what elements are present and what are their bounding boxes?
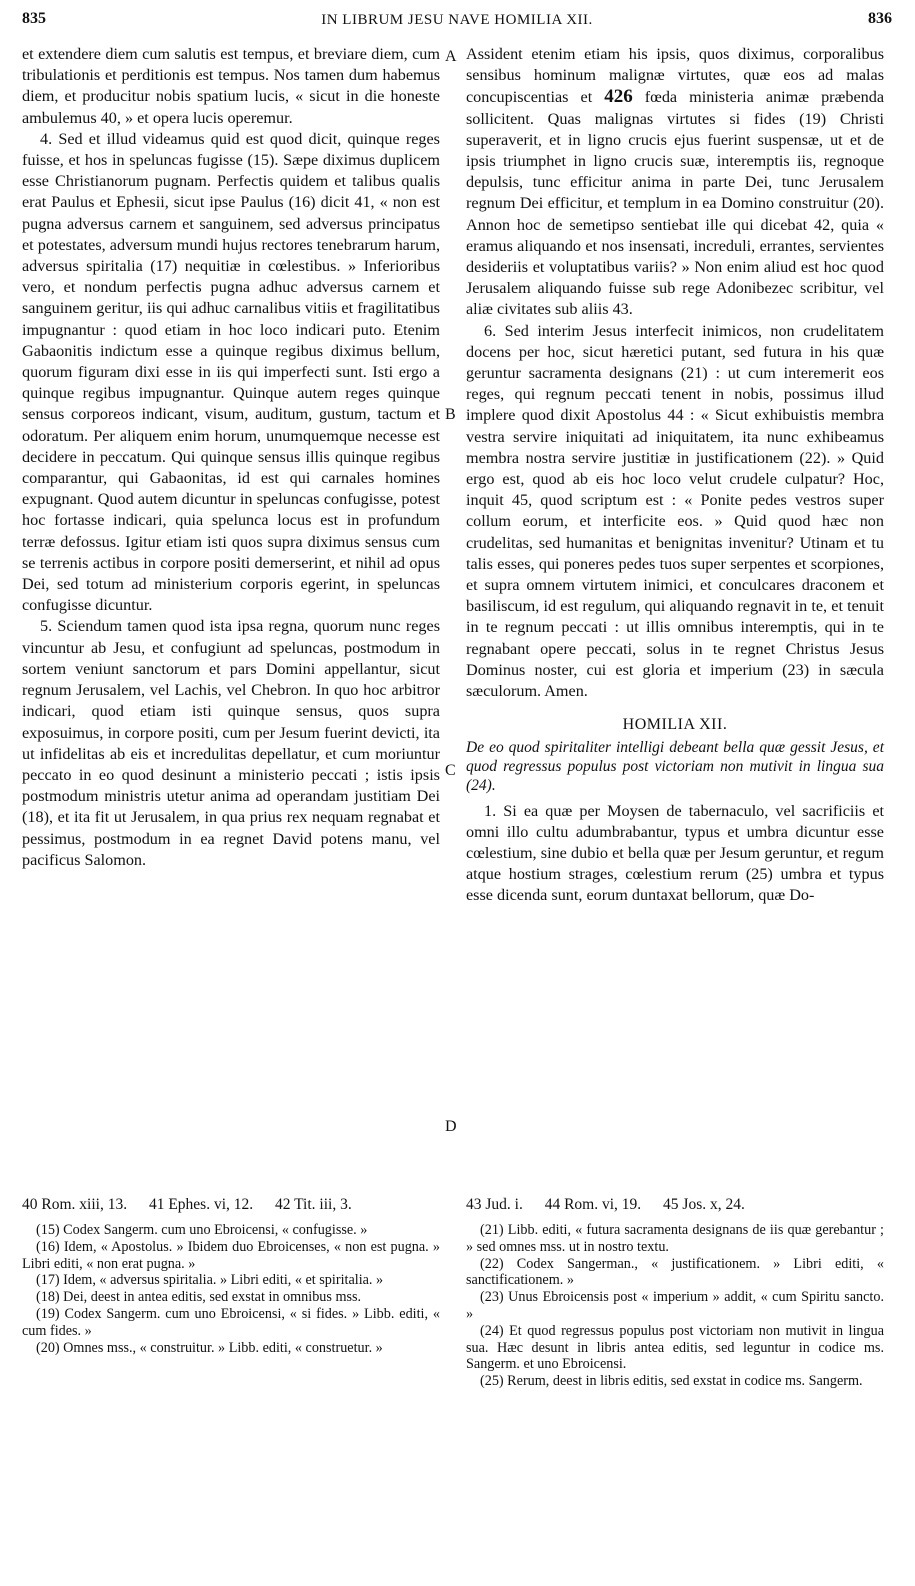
footnote: (21) Libb. editi, « futura sacramenta designans de iis quæ gerebantur ; » sed omnes mss. ut in nostro textu.	[466, 1222, 884, 1255]
footnote: (18) Dei, deest in antea editis, sed exstat in omnibus mss.	[36, 1289, 362, 1306]
footnote: (25) Rerum, deest in libris editis, sed exstat in codice ms. Sangerm.	[480, 1373, 863, 1390]
scripture-ref: 40 Rom. xiii, 13.	[22, 1196, 128, 1213]
homily-title: HOMILIA XII.	[622, 716, 728, 734]
margin-letter-c: C	[445, 762, 456, 779]
paragraph: 6. Sed interim Jesus interfecit inimicos, non crudelitatem docens per hoc, sicut hæretici putant, sed futura in his quæ geruntur sacramenta designans (21) : ut cum interemerit eos reges, qui regnum peccati tenent in nobis, possimus illud implere quod dixit Apostolus 44 : « Sicut exhibuistis membra vestra servire iniquitati ad iniquitatem, ita nunc exhibeamus membra nostra servire justitiæ in justificationem (22). » Quid ergo est, quod ab eis hoc loco velut crudele culpatur? Hoc, inquit 45, quod scriptum est : « Ponite pedes vestros super collum eorum, et interficite eos. » Quid quod hæc non crudelitas, sed humanitas et benignitas invenitur? Utinam et tu talis esses, qui poneres pedes tuos super serpentes et scorpiones, et supra omnem virtutem inimici, et conculcares draconem et basiliscum, id est regulum, qui aliquando regnavit in te, et tenuit in te regnum peccati : ut illis omnibus interemptis, qui in te regnabant opere peccati, solus in te regnet Christus Jesus Dominus noster, cui est gloria et imperium (23) in sæcula sæculorum. Amen.	[466, 321, 884, 701]
homily-subtitle: De eo quod spiritaliter intelligi debeant bella quæ gessit Jesus, et quod regressus populus post victoriam non mutivit in lingua sua (24).	[466, 738, 884, 794]
footnote: (24) Et quod regressus populus post victoriam non mutivit in lingua sua. Hæc desunt in libris antea editis, sed leguntur in codice ms. Sangerm. et uno Ebroicensi.	[466, 1322, 884, 1373]
footnote: (23) Unus Ebroicensis post « imperium » addit, « cum Spiritu sancto. »	[466, 1289, 884, 1322]
footnote: (16) Idem, « Apostolus. » Ibidem duo Ebroicenses, « non est pugna. » Libri editi, « non erat pugna. »	[22, 1238, 440, 1272]
text-segment: Assident etenim etiam his ipsis, quos diximus, corporalibus sensibus hominum malignæ virtutes, quæ eos ad malas concupiscentias et	[466, 45, 884, 107]
scripture-refs-left	[22, 1196, 440, 1214]
footnote: (20) Omnes mss., « construitur. » Libb. editi, « construetur. »	[36, 1339, 383, 1356]
page-number-right: 836	[868, 10, 892, 27]
paragraph: et extendere diem cum salutis est tempus, et breviare diem, cum tribulationis et perditionis est tempus. Nos tamen dum habemus diem, et producitur nobis spatium lucis, « sicut in die honeste ambulemus 40, » et opera lucis operemur.	[22, 45, 440, 127]
scripture-ref: 42 Tit. iii, 3.	[275, 1196, 352, 1213]
footnote: (17) Idem, « adversus spiritalia. » Libri editi, « et spiritalia. »	[36, 1272, 384, 1289]
text-segment: fœda ministeria animæ præbenda sollicitent. Quas malignas virtutes si fides (19) Christi superaverit, et in ligno crucis ejus fuerint suspensæ, ut et de ipsis triumphet in ligno crucis suæ, interemptis iis, regnoque depulsis, tunc efficitur anima in parte Dei, tunc Jerusalem regnum Dei efficitur, et templum in ea Domino construitur (20). Annon hoc de semetipso sentiebat ille qui dicebat 42, quia « eramus aliquando et nos insensati, increduli, errantes, servientes desideriis et voluptatibus variis? » Non enim aliud est hoc quod Jerusalem aliquando fuisse sub rege Adonibezec scribitur, vel aliæ civitates sub aliis 43.	[466, 88, 885, 319]
paragraph: 5. Sciendum tamen quod ista ipsa regna, quorum nunc reges vincuntur ab Jesu, et confugiunt ad speluncas, postmodum in sortem veniunt sanctorum et pars Domini appellantur, sicut regnum Jerusalem, vel Lachis, vel Chebron. In quo hoc arbitror indicari, quod etiam isti quinque sensus, quos supra exposuimus, in corpore positi, cum per Jesum fuerint devicti, ita ut infidelitas ab eis et incredulitas depellatur, et cum moriuntur peccato in eo quod desinunt a ministerio peccati ; istis ipsis postmodum ministris utetur anima ad operandam justitiam Dei (18), et ita fit ut Jerusalem, in qua prius rex nequam regnabat et pessimus, postmodum in ea regnet David potens manu, vel pacificus Salomon.	[22, 617, 440, 869]
margin-letter-a: A	[445, 48, 457, 65]
page-header	[22, 10, 892, 34]
page-number-left: 835	[22, 10, 46, 27]
footnote: (22) Codex Sangerman., « justificationem. » Libri editi, « sanctificationem. »	[466, 1255, 884, 1289]
left-column	[22, 44, 440, 871]
right-column	[466, 44, 884, 907]
scripture-ref: 45 Jos. x, 24.	[663, 1196, 745, 1213]
footnote: (19) Codex Sangerm. cum uno Ebroicensi, « si fides. » Libb. editi, « cum fides. »	[22, 1305, 440, 1339]
scripture-ref: 41 Ephes. vi, 12.	[148, 1196, 254, 1213]
scripture-ref: 43 Jud. i.	[466, 1196, 523, 1213]
margin-letter-b: B	[445, 406, 456, 423]
footnotes-left	[22, 1222, 440, 1356]
paragraph	[466, 44, 884, 321]
scripture-refs-right	[466, 1196, 884, 1214]
inline-page-number: 426	[604, 86, 633, 108]
scripture-ref: 44 Rom. vi, 19.	[544, 1196, 642, 1213]
paragraph: 4. Sed et illud videamus quid est quod dicit, quinque reges fuisse, et hos in speluncas fugisse (15). Sæpe diximus duplicem esse Christianorum pugnam. Perfectis quidem et talibus qualis erat Paulus et Ephesii, sicut ipse Paulus (16) dicit 41, « non est pugna adversus carnem et sanguinem, sed adversus principatus et potestates, adversum mundi hujus rectores tenebrarum harum, adversus spiritalia (17) nequitiæ in cœlestibus. » Inferioribus vero, et nondum perfectis pugna adhuc adversus carnem et sanguinem geritur, iis qui adhuc carnalibus vitiis et fragilitatibus impugnantur : quod etiam in hoc loco indicari puto. Etenim Gabaonitis indictum esse a quinque regibus diximus bellum, quorum figuram dixi esse in iis qui imperfecti sunt. Isti ergo a quinque regibus impugnantur. Quinque autem reges quinque sensus corporeos indicant, visum, auditum, gustum, tactum et odoratum. Per aliquem enim horum, unumquemque necesse est decidere in peccatum. Qui quinque sensus illis quinque regibus comparantur, qui Gabaonitas, id est qui carnales homines expugnant. Quod autem dicuntur in speluncas confugisse, potest hoc fortasse indicari, quia spelunca locus est in profundum terræ defossus. Igitur etiam isti quos supra diximus sensus cum se terrenis actibus in corpore positi demerserint, et nihil ad opus Dei, sed totum ad ministerium corporis egerint, in speluncas confugisse dicuntur.	[22, 129, 440, 615]
footnote: (15) Codex Sangerm. cum uno Ebroicensi, « confugisse. »	[36, 1222, 368, 1238]
running-title: IN LIBRUM JESU NAVE HOMILIA XII.	[321, 12, 593, 28]
margin-letter-d: D	[445, 1118, 457, 1135]
paragraph: 1. Si ea quæ per Moysen de tabernaculo, vel sacrificiis et omni illo cultu adumbrabantur, typus et umbra dicuntur esse cœlestium, sine dubio et bella quæ per Jesum geruntur, et regum atque hostium strages, cœlestium rerum (25) umbra et typus esse dicenda sunt, eorum duntaxat bellorum, quæ Do-	[466, 801, 884, 905]
footnotes-right	[466, 1222, 884, 1390]
